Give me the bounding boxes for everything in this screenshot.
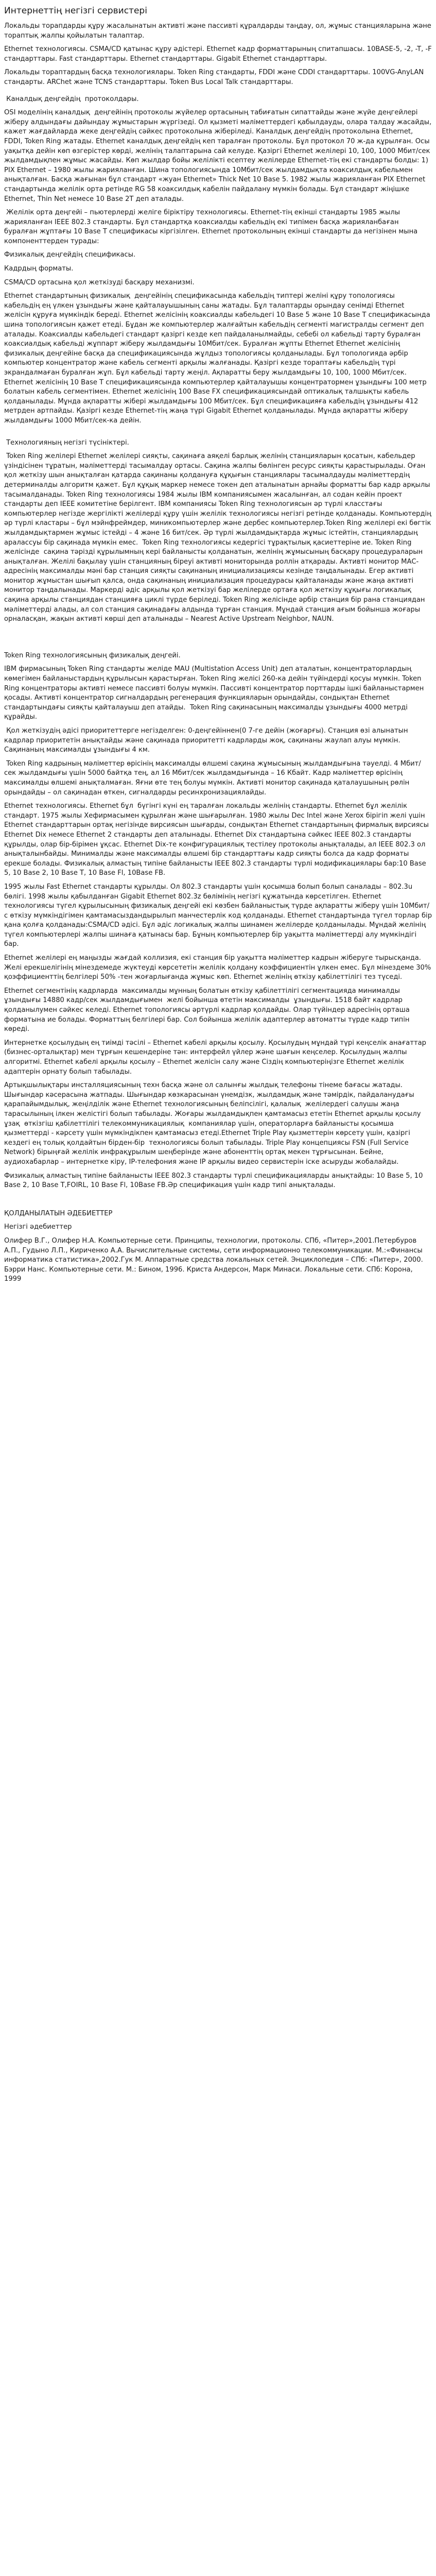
paragraph-token-ring: Token Ring желілері Ethernet желілері сияқты, сақинаға аяқелі барлық желінің станцияларын қосатын, кабельдер үзіндісінен тұратын, мәліметтерді тасымалдау ортасы. Сақина жалпы бөлінген ресурс сияқты қарастырылады. Оған қол жеткізу шын анықталған қатарда сақинаны қолдануға құқығын станциялары тасымалдауды мәліметтердің детерминалды алгоритм қажет. Бұл құқық маркер немесе токен деп аталынатын арнайы форматты бар кадр арқылы тасымалданады. Token Ring технологиясы 1984 жылы IBM компаниясымен жасалынған, ал содан кейін проект стандарты деп IEEE комитетіне берілгент. IBM компаниясы Token Ring технологиясын әр түрлі класстағы компьютерлер негізде жергілікті желілерді құру үшін желілік технологиясы негізгі ретінде қолданады. Компьютердің әр түрлі кластары – бұл мэйнфреймдер, миникомпьютерлер және дербес компьютерлер.Token Ring желілері екі бөгтік жылдамдықтармен жұмыс істейді – 4 және 16 бит/сек. Әр түрлі жылдамдықтарда жұмыс істейтін, станциялардың аралассуы бір сақинада мүмкін емес. Token Ring технологиясы кедергісі тұрақтылық қасиеттеріне ие. Token Ring желісінде сақина тәрізді құрылымның кері байланысты қолданатын, желінің жұмысының басқару процедураларын анықталған. Желілі бақылау үшін станцияның біреуі активті мониторында роллін атқарады. Активті монитор МАС-адресінің максималды мәні бар станция сияқты сақинаның инициализациясы кезінде таңдалынады. Егер активті монитор жұмыстан шығып қалса, онда сақинаның инициализация процедурасы қайталанады және жаңа активті монитор таңдалынады. Маркерді әдіс арқылы қол жеткізуі бар желілерде ортаға қол жеткізу құқығы логикалық сақина арқылы станциядан станцияға циклі түрде беріледі. Token Ring желісінде әрбір станция бір рана станциядан мәліметтерді алады, ал сол станция сақинадағы алдында тұрған станция. Мұндай станция ағым бойынша жоғары орналасқан, жақын активті көрші деп аталынады – Nearest Active Upstream Neighbor, NAUN. [4,452,433,623]
references-subheading: Негізгі әдебиеттер [4,1223,72,1231]
section-heading-channel-protocols: Каналдық деңгейдің протоколдары. [4,95,139,103]
document [0,0,436,1284]
section-heading-references: ҚОЛДАНЫЛАТЫН ӘДЕБИЕТТЕР [4,1209,113,1217]
spacer [4,430,432,438]
spacer [4,629,432,651]
paragraph-segment: Ethernet сегментінің кадрларда максималды мұнның болатын өткізу қабілеттілігі сегментацияда минималды ұзындығы 14880 кадр/сек жылдамдығымен желі бойынша өтетін максималды ұзындығы. 1518 байт кадрлар қолданылумен сәйкес келеді. Ethernet топологиясы әртүрлі кадрлар қолдайды. Олар түйіндер адресінің орташа форматына ие болады. Форматтың белгілері бар. Сол бойынша желілік адаптерлер автоматты түрде кадр типін көреді. [4,987,412,1033]
paragraph-intro: Локальды торапдарды құру жасалынатын активті және пассивті құралдарды таңдау, ол, жұмыс станцияларына және тораптық жалпы қойылатын талаптар. [4,22,434,40]
list-item-frame: Кадрдың форматы. [4,265,74,273]
paragraph-advantages: Артықшылықтары инсталляциясының техн басқа және ол салынғы жылдық телефоны тінеме бағасы жатады. Шығындар кәсерасына жатпады. Шығындар көзкарасынан үнемдізк, жылдамдық және тәмірдік, пайдаланудағы қарапайымдылық, жеңілділік және Ethernet технологиясының беліпсілігі, қалалық желілердегі салушы жаңа тарасылының ілкен желістігі болып табылады. Жоғары жылдамдықпен қамтамасыз ететін Ethernet арқылы қосылу ұзақ өткізгіш қабілеттілігі телекоммуникациялық компаниялар үшін, операторларға байланысты қосымша қызметтерді - кәрсету үшін мүмкіндікпен қамтамасыз етеді.Ethernet Triple Play қызметтерін көрсету үшін, қазіргі кездегі ең толық қолдайтын бірден-бір технологиясы болып табылады. Triple Play концепциясы FSN (Full Service Network) бірыңғай желілік инфрақұрылым шеңберінде және абоненттің ортақ мекен тұрғысынан. Бейне, аудиохабарлар – интернетке кіру, IP-телефония және IP арқылы видео сервистерін іске асыруды жобалайды. [4,1081,423,1166]
paragraph-network-level: Желілік орта деңгейі – пьютерлерді желіге біріктіру технологиясы. Ethernet-тің екінші стандарты 1985 жылы жарияланған IEEE 802.3 стандарты. Бұл стандартқа коаксиалды кабельдің екі типімен басқа жарияланбаған буралған жұптағы 10 Base T спецификасы кіргізілген. Ethernet протоколының екінші стандарты да негізінен мына компоненттерден турады: [4,209,420,245]
list-item-physical: Физикалық деңгейдің спецификасы. [4,251,136,259]
paragraph-fast-ethernet: 1995 жылы Fast Ethernet стандарты құрылды. Ол 802.3 стандарты үшін қосымша болып болып саналады – 802.3u бөлігі. 1998 жылы қабылданған Gigabit Ethernet 802.3z бөлімінің негізгі құжатында көрсетілген. Ethernet технологиясы түгел құрылысының физикалық деңгейі екі көзбен байланыстық түрде ақпаратты жіберу үшін 10Мбит/с өткізу мүмкіндігімен қамтамасыздандырылып манчестерлік код қолданады. Ethernet стандартында түгел торлар бір қана қолға қолданады:CSMA/CD әдісі. Бұл әдіс логикалық жалпы шинамен желілерде қолданылады. Мұндай желінің түгел компьютерлері жалпы шинаға қатынасы бар. Бұның компьютерлер бір уақытта мәліметтерді алу мүмкіндігі бар. [4,883,434,948]
section-heading-tech-concepts: Технологияның негізгі түсініктері. [4,438,129,447]
paragraph-internet-connection: Интернетке қосылудың ең тиімді тәсілі – Ethernet кабелі арқылы қосылу. Қосылудың мұндай түрі кеңселік анағаттар (бизнес-орталықтар) мен тұрғын кешендеріне тән: интерфейл үйлер және шағын кеңселер. Қосылудың жалпы алгоритмі. Ethernet кабелі арқылы қосылу – Ethernet желісін салу және Сіздің компьютеріңізге Ethernet желілік адаптерін орнату болып табылады. [4,1039,429,1076]
page-title: Интернеттің негізгі сервистері [4,6,147,16]
paragraph-access-method: Қол жеткізудің әдісі приоритеттерге негізделген: 0-деңгейіннен(0 7-ге дейін (жоғарғы). Станция өзі алынатын кадрлар приоритетін анықтайды және сақинада приоритетті кадрларды жоқ, сақинаны жаулап алуы мүмкін. Сақинаның максималды ұзындығы 4 км. [4,727,410,754]
spacer [4,1195,432,1209]
paragraph-osi-channel: OSI моделінің каналдық деңгейінің протоколы жүйелер ортасының табиғатын сипаттайды және жүйе деңгейлері жіберу алдындағы дайындау жұмыстарын жүргізеді. Ол қызметі мәліметтердегі қабылдауды, олара талдау жасайды, кажет жағдайларда жеке деңгейдің сәйкес протоколына жіберіледі. Каналдық деңгейдің протоколына Ethernet, FDDI, Token Ring жатады. Ethernet каналдық деңгейдің кеп таралған протоколы. Бұл протокол 70 ж-да құрылған. Осы уақытқа дейін көп өзгерістер көрді, желінің талаптарына сай келуде. Қазіргі Ethernet желілері 10, 100, 1000 Мбит/сек жылдамдықпен жұмыс жасайды. Көп жылдар бойы желілікті есептеу желілерде Ethernet-тің екі стандарты болды: 1) PIX Ethernet – 1980 жылы жарияланған. Шина топологиясында 10Мбит/сек жылдамдықта коаксилдық кабельмен анықталған. Басқа жағынан бұл стандарт «жуан Ethernet» Thick Net 10 Base 5. 1982 жылы жарияланған PIX Ethernet стандартында желілік орта ретінде RG 58 коаксилдық кабелін пайдалану мүмкін болады. Бұл стандарт жіңішке Ethernet, Thin Net немесе 10 Base 2Т деп аталады. [4,109,434,203]
paragraph-frame-size: Token Ring кадрының мәліметтер өрісінің максималды өлшемі сақина жұмысының жылдамдығына тәуелді. 4 Мбит/сек жылдамдығы үшін 5000 байтқа тең, ал 16 Мбит/сек жылдамдығында – 16 Кбайт. Кадр мәліметтер өрісінің максималды өлшемі анықталмаған. Яғни өте тең болуы мүмкін. Активті монитор сақинада қаталаушының рөлін орындайды – ол сақинадан өткен, сигналдарды ресинхронизациялайды. [4,759,421,796]
paragraph-collision: Ethernet желілері ең маңызды жағдай коллизия, екі станция бір уақытта мәліметтер кадрын жіберуге тырысқанда. Желі ерекшелігінің мінездемеде жүктеуді көрсететін желілік қолдану коэффициентін ұлкен емес. Бұл мінездеме 30% қоэффициенттің белгілері 50% -тен жоғарлығанда жұмыс көп. Ethernet желінің өткізу қабілеттілігі тез түседі. [4,954,433,981]
paragraph-physical-specs: Физикалық алмастың типіне байланысты IEEE 802.3 стандарты түрлі спецификацияларды анықтайды: 10 Base 5, 10 Base 2, 10 Base T,FOIRL, 10 Base Fl, 10Base FB.Әр спецификация үшін кадр типі анықталады. [4,1172,425,1190]
list-item-csma: CSMA/CD ортасына қол жеткізуді басқару механизмі. [4,278,195,286]
paragraph-ethernet-standard: Ethernet технологиясы. Ethernet бұл бүгінгі күні ең таралған локальды желінің стандарты. Ethernet бұл желілік стандарт. 1975 жылы Хефирмасымен құрылған және шығарылған. 1980 жылы Dec Intel және Xerox бірігіп желі үшін Ethernet стандарттарын ортақ негізінде вирсиясын шығарды, сондықтан Ethernet стандартының фирмалық вирсиясы Ethernet Dix немесе Ethernet 2 стандарты деп аталынады. Ethernet Dix стандартына сәйкес IEEE 802.3 стандарты құрылды, олар бір-бірімен ұқсас. Ethernet Dix-те конфигурациялық тестілеу протоколы анықталады, ал IEEE 802.3 ол анықталынбайды. Минималды және максималды өлшемі бір стандарттағы кадр сияқты болса да кадр форматы ерекше болады. Физикалық алмастың типіне байланысты IEEE 802.3 стандарты түрлі модификациялары бар:10 Base 5, 10 Base 2, 10 Base T, 10 Base Fl, 10Base FB. [4,802,431,877]
paragraph-ethernet-physical: Ethernet стандартының физикалық деңгейінің спецификасында кабельдің типтері желіні құру топологиясы кабельдің ең үлкен ұзындығы және қайталауышының саны жатады. Бұл талаптарды орындау сенімді Ethernet желісін құруға мүмкіндік береді. Ethernet желісінің коаксиалды кабельдегі 10 Base 5 және 10 Base T спецификасында шина топологиясын қажет етеді. Бұдан же компьютерлер жалғайтын кабельдің сегменті магистралды сегмент деп аталады. Коаксиалды кабельдегі стандарт қазіргі кезде кеп пайдаланылмайды, себебі ол кабельді тарту буралған коаксиалдық кабельді жұппарт жіберу жылдамдығы 10Мбит/сек. Буралған жұпты Ethernet Ethernet желісінің физикалық деңгейіне басқа да спецификациясында жұлдыз топологиясы қолданылады. Бұл топологияда әрбір компьютер концентратор және кабель сегменті арқылы жалғанады. Қазіргі кезде тораптағы кабельдің түрі экрандалмаған буралған жұп. Бұл кабельді тарту жеңіл. Ақпаратты беру жылдамдығы 10, 100, 1000 Мбит/сек. Ethernet желісінің 10 Base T спецификациясында компьютерлер қайталауышы концентратормен ұзындығы 100 метр болатын кабель сегментімен. Ethernet желісінің 100 Base FX спецификациясындай оптикалық талшықты кабель қолданылады. Мұнда ақпаратты жібері жылдамдығы 100 Мбит/сек. Бұл спецификацияға кабельдің ұзындығы 412 метрден артпайды. Қазіргі кезде Ethernet-тің жаңа түрі Gigabit Ethernet қолданылады. Мұнда ақпаратты жіберу жылдамдығы 1000 Мбит/сек-ка дейін. [4,292,432,425]
paragraph-ethernet-tech: Ethernet технологиясы. CSMA/CD қатынас құру әдістері. Ethernet кадр форматтарының спитапшасы. 10BASE-5, -2, -T, -F стандарттары. Fast стандарттары. Ethernet стандарттары. Gigabit Ethernet стандарттары. [4,45,434,63]
references-list: Олифер В.Г., Олифер Н.А. Компьютерные сети. Принципы, технологии, протоколы. СПб, «Питер»,2001.Петербуров А.П., Гудыно Л.П., Кириченко А.А. Вычислительные системы, сети информационно телекоммуникации. М.:«Финансы информатика статистика»,2002.Гук М. Аппаратные средства локальных сетей. Энциклопедия – СПб: «Питер», 2000. Бэрри Нанс. Компьютерные сети. М.: Бином, 1996. Криста Андерсон, Марк Минаси. Локальные сети. СПб: Корона, 1999 [4,1236,425,1283]
paragraph-ibm-token-ring: IBM фирмасының Token Ring стандарты желіде MAU (Multistation Access Unit) деп аталатын, концентраторлардың көмегімен байланыстардың құрылысын қарастырған. Token Ring желісі 260-ка дейін түйіндерді қосуы мүмкін. Token Ring концентраторы активті немесе пассивті болуы мүмкін. Пассивті концентратор порттарды ішкі байланыстармен қосады. Активті концентратор сигналдардың регенерация функцияларын орындайды, сондықтан Ethernet стандартындағы сияқты қайталауыш деп атайды. Token Ring сақинасының максималды ұзындығы 4000 метрді құрайды. [4,665,426,721]
section-heading-token-ring-physical: Token Ring технологиясының физикалық деңгейі. [4,651,181,659]
paragraph-other-tech: Локальды тораптардың басқа технологиялары. Token Ring стандарты, FDDI және CDDI стандарттары. 100VG-AnyLAN стандарты. ARChet және TCNS стандарттары. Token Bus Local Talk стандарттары. [4,69,426,86]
